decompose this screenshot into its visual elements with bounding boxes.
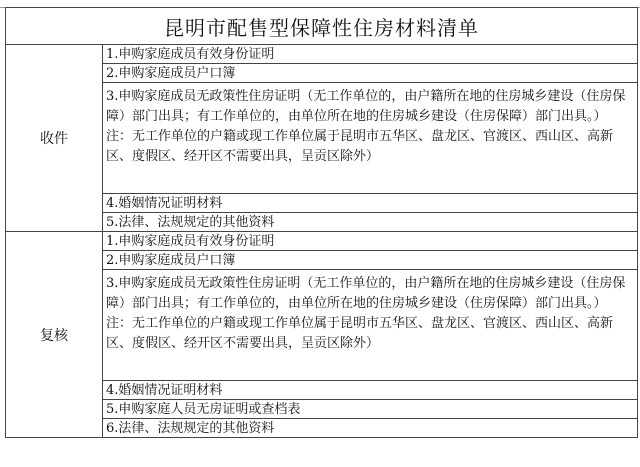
list-item: 2.申购家庭成员户口簿 — [103, 64, 638, 83]
list-item: 6.法律、法规规定的其他资料 — [103, 419, 638, 438]
housing-proof-text: 3.申购家庭成员无政策性住房证明（无工作单位的，由户籍所在地的住房城乡建设（住房保障）部门出具；有工作单位的，由单位所在地的住房城乡建设（住房保障）部门出具。） — [106, 89, 626, 124]
document-title: 昆明市配售型保障性住房材料清单 — [6, 8, 638, 45]
list-item: 1.申购家庭成员有效身份证明 — [103, 45, 638, 64]
note-text: 注：无工作单位的户籍或现工作单位属于昆明市五华区、盘龙区、官渡区、西山区、高新区、度假区、经开区不需要出具，呈贡区除外） — [106, 316, 614, 351]
title-row — [6, 8, 638, 45]
table-row — [6, 232, 638, 251]
note-text: 注：无工作单位的户籍或现工作单位属于昆明市五华区、盘龙区、官渡区、西山区、高新区、度假区、经开区不需要出具，呈贡区除外） — [106, 129, 614, 164]
list-item-housing-proof — [103, 83, 638, 194]
list-item: 5.法律、法规规定的其他资料 — [103, 213, 638, 232]
housing-proof-text: 3.申购家庭成员无政策性住房证明（无工作单位的，由户籍所在地的住房城乡建设（住房保障）部门出具；有工作单位的，由单位所在地的住房城乡建设（住房保障）部门出具。） — [106, 276, 626, 311]
list-item: 4.婚姻情况证明材料 — [103, 381, 638, 400]
section-label-receive: 收件 — [6, 45, 103, 232]
section-label-review: 复核 — [6, 232, 103, 438]
list-item: 1.申购家庭成员有效身份证明 — [103, 232, 638, 251]
list-item-housing-proof — [103, 270, 638, 381]
list-item: 5.申购家庭人员无房证明或查档表 — [103, 400, 638, 419]
list-item: 2.申购家庭成员户口簿 — [103, 251, 638, 270]
list-item: 4.婚姻情况证明材料 — [103, 194, 638, 213]
table-row — [6, 45, 638, 64]
materials-table — [5, 7, 638, 438]
